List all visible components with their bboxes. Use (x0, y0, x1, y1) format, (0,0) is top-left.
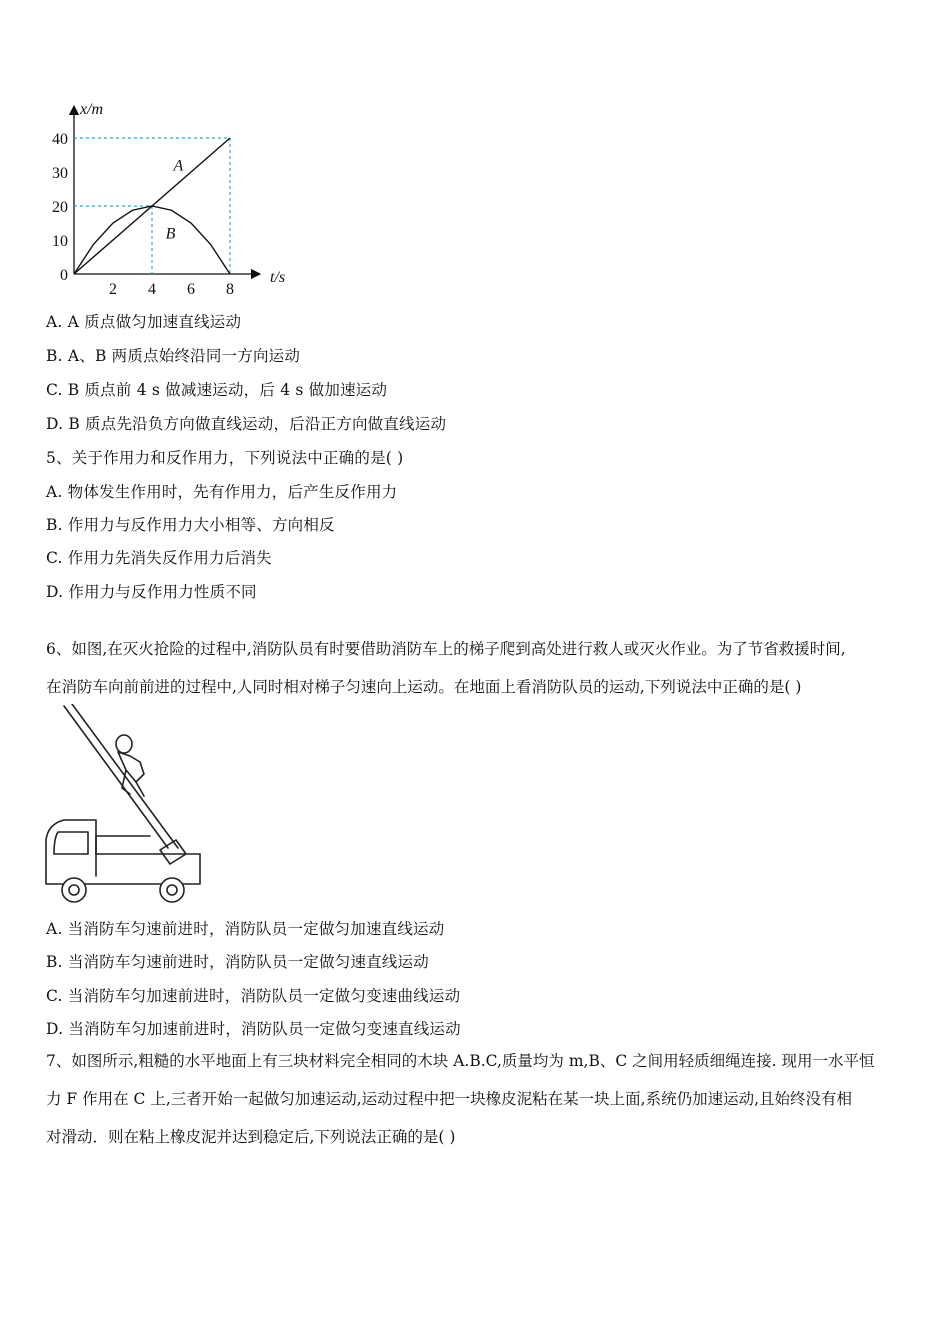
y-tick-label: 10 (52, 233, 68, 250)
q6-stem (46, 630, 908, 706)
q5-option-a: A. 物体发生作用时，先有作用力，后产生反作用力 (46, 483, 398, 501)
q5-option-d: D. 作用力与反作用力性质不同 (46, 583, 257, 601)
x-tick-label: 4 (148, 281, 156, 298)
q6-option-d: D. 当消防车匀加速前进时，消防队员一定做匀变速直线运动 (46, 1020, 461, 1038)
q7-stem-line: 7、如图所示,粗糙的水平地面上有三块材料完全相同的木块 A.B.C,质量均为 m,B、C 之间用轻质细绳连接. 现用一水平恒 (46, 1052, 875, 1070)
x-tick-label: 2 (109, 281, 117, 298)
q7-stem (46, 1042, 908, 1156)
q5-option-c: C. 作用力先消失反作用力后消失 (46, 549, 272, 567)
xt-graph (40, 98, 300, 298)
q5-stem: 5、关于作用力和反作用力，下列说法中正确的是( ) (46, 449, 404, 467)
q6-option-a: A. 当消防车匀速前进时，消防队员一定做匀加速直线运动 (46, 920, 445, 938)
y-tick-label: 40 (52, 131, 68, 148)
q6-stem-line: 在消防车向前前进的过程中,人同时相对梯子匀速向上运动。在地面上看消防队员的运动,下列说法中正确的是( ) (46, 678, 802, 696)
y-tick-label: 30 (52, 165, 68, 182)
series-line-b (74, 206, 230, 274)
fire-truck-illustration (40, 704, 210, 904)
q7-stem-line: 对滑动．则在粘上橡皮泥并达到稳定后,下列说法正确的是( ) (46, 1128, 456, 1146)
y-tick-label: 20 (52, 199, 68, 216)
q5-option-b: B. 作用力与反作用力大小相等、方向相反 (46, 516, 335, 534)
q4-option-a: A. A 质点做匀加速直线运动 (46, 313, 242, 331)
x-axis-label: t/s (270, 269, 286, 286)
y-tick-label: 0 (60, 267, 68, 284)
q4-option-b: B. A、B 两质点始终沿同一方向运动 (46, 347, 301, 365)
q7-stem-line: 力 F 作用在 C 上,三者开始一起做匀加速运动,运动过程中把一块橡皮泥粘在某一块上面,系统仍加速运动,且始终没有相 (46, 1090, 853, 1108)
q4-option-c: C. B 质点前 4 s 做减速运动，后 4 s 做加速运动 (46, 381, 388, 399)
x-tick-label: 6 (187, 281, 195, 298)
q4-option-d: D. B 质点先沿负方向做直线运动，后沿正方向做直线运动 (46, 415, 447, 433)
q6-option-c: C. 当消防车匀加速前进时，消防队员一定做匀变速曲线运动 (46, 987, 461, 1005)
series-label-b: B (165, 225, 176, 243)
series-label-a: A (173, 157, 184, 175)
q6-stem-line: 6、如图,在灭火抢险的过程中,消防队员有时要借助消防车上的梯子爬到高处进行救人或灭火作业。为了节省救援时间, (46, 640, 846, 658)
x-tick-label: 8 (226, 281, 234, 298)
y-axis-label: x/m (80, 101, 104, 118)
q6-option-b: B. 当消防车匀速前进时，消防队员一定做匀速直线运动 (46, 953, 429, 971)
